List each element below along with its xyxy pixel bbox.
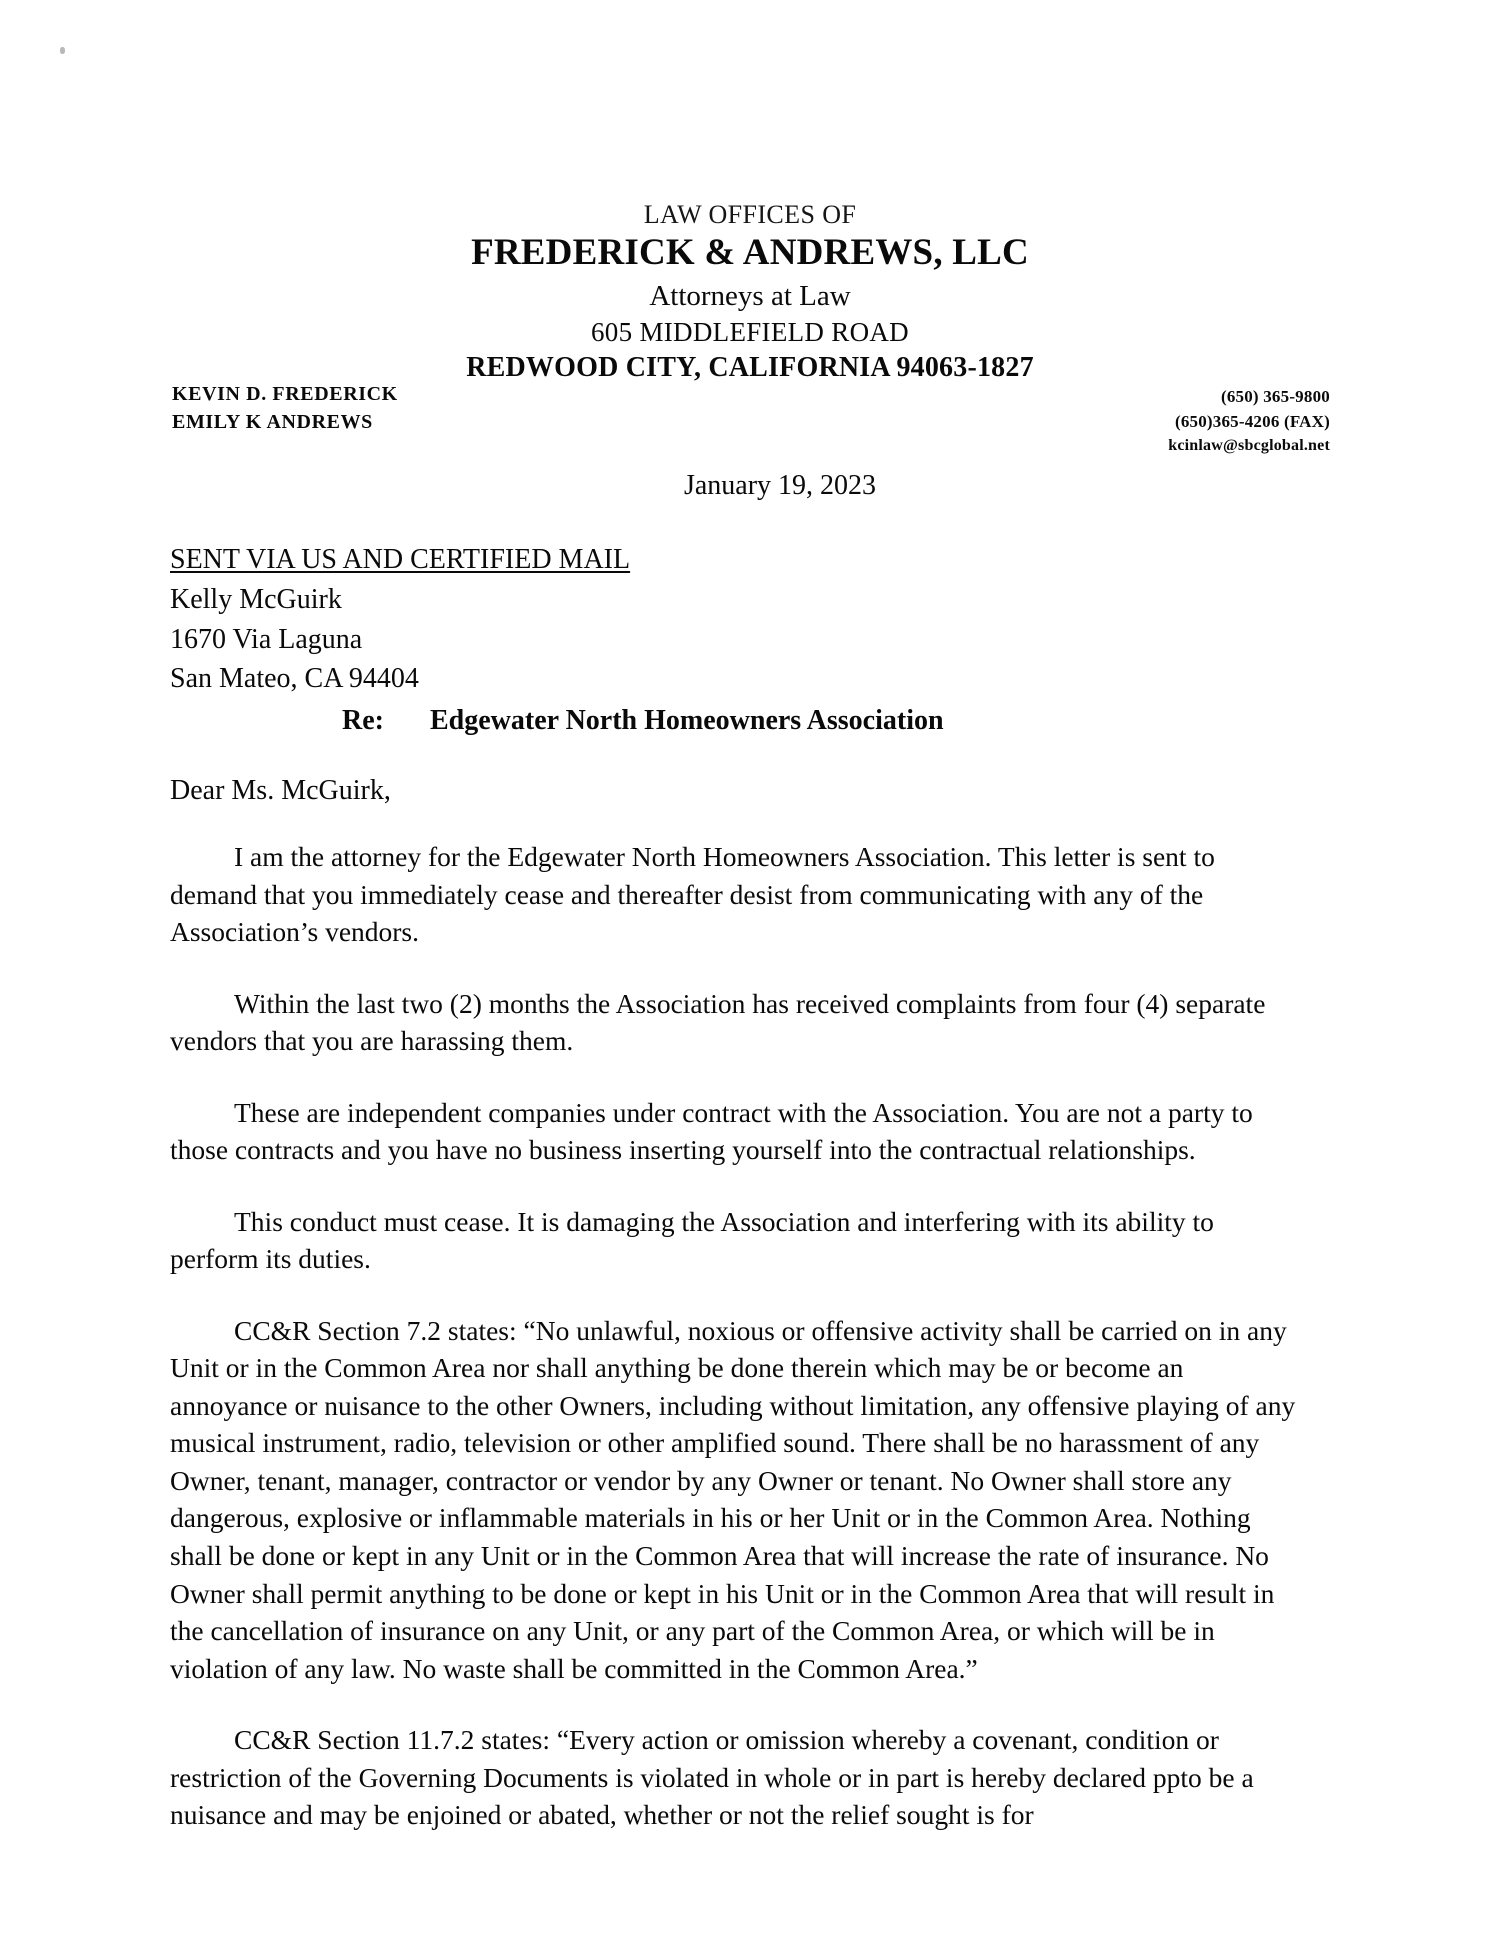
attorney-name-2: EMILY K ANDREWS: [172, 411, 373, 434]
body-paragraph: This conduct must cease. It is damaging the Association and interfering with its ability to perform its duties.: [170, 1205, 1214, 1275]
letterhead-subtitle: Attorneys at Law: [649, 279, 851, 312]
re-line: [342, 705, 944, 737]
recipient-city-state-zip: San Mateo, CA 94404: [170, 663, 419, 695]
letter-body: [170, 838, 1300, 1868]
letterhead-firm-name: FREDERICK & ANDREWS, LLC: [471, 232, 1029, 274]
letterhead-street-address: 605 MIDDLEFIELD ROAD: [591, 316, 909, 347]
fax-number: (650)365-4206 (FAX): [1174, 411, 1330, 431]
re-label: Re:: [342, 705, 384, 736]
body-paragraph: These are independent companies under contract with the Association. You are not a party to those contracts and you have no business inserting yourself into the contractual relationships.: [170, 1096, 1253, 1166]
re-subject: Edgewater North Homeowners Association: [430, 705, 944, 736]
attorney-name-1: KEVIN D. FREDERICK: [172, 383, 398, 405]
scan-artifact-speck: [60, 47, 65, 54]
contact-block: [1168, 385, 1330, 457]
letterhead-law-offices-of: LAW OFFICES OF: [643, 200, 857, 229]
letterhead-city-state-zip: REDWOOD CITY, CALIFORNIA 94063-1827: [466, 352, 1034, 384]
phone-number: (650) 365-9800: [1220, 387, 1330, 406]
body-paragraph: Within the last two (2) months the Association has received complaints from four (4) separate vendors that you are harassing them.: [170, 987, 1266, 1057]
letter-date: January 19, 2023: [683, 470, 877, 501]
recipient-block: [170, 540, 630, 699]
recipient-street: 1670 Via Laguna: [170, 623, 363, 655]
body-paragraph-ccr-11-7-2: CC&R Section 11.7.2 states: “Every action or omission whereby a covenant, condition or restriction of the Governing Documents is violated in whole or in part is hereby declared ppto be a nuisance and may be enjoined or abated, whether or not the relief sought is for: [170, 1724, 1254, 1831]
body-paragraph: I am the attorney for the Edgewater North Homeowners Association. This letter is sent to demand that you immediately cease and thereafter desist from communicating with any of the Association’s vendors.: [170, 841, 1215, 948]
salutation: Dear Ms. McGuirk,: [170, 775, 391, 806]
recipient-name: Kelly McGuirk: [170, 583, 342, 615]
attorney-names: [172, 380, 398, 437]
email-address: kcinlaw@sbcglobal.net: [1168, 437, 1330, 455]
mail-delivery-method: SENT VIA US AND CERTIFIED MAIL: [170, 544, 631, 575]
body-paragraph-ccr-7-2: CC&R Section 7.2 states: “No unlawful, noxious or offensive activity shall be carried on in any Unit or in the Common Area nor shall anything be done therein which may be or become an annoyance or nuisance to the other Owners, including without limitation, any offensive playing of any musical instrument, radio, television or other amplified sound. There shall be no harassment of any Owner, tenant, manager, contractor or vendor by any Owner or tenant. No Owner shall store any dangerous, explosive or inflammable materials in his or her Unit or in the Common Area. Nothing shall be done or kept in any Unit or in the Common Area that will increase the rate of insurance. No Owner shall permit anything to be done or kept in his Unit or in the Common Area that will result in the cancellation of insurance on any Unit, or any part of the Common Area, or which will be in violation of any law. No waste shall be committed in the Common Area.”: [170, 1314, 1296, 1684]
letterhead: [0, 200, 1500, 385]
